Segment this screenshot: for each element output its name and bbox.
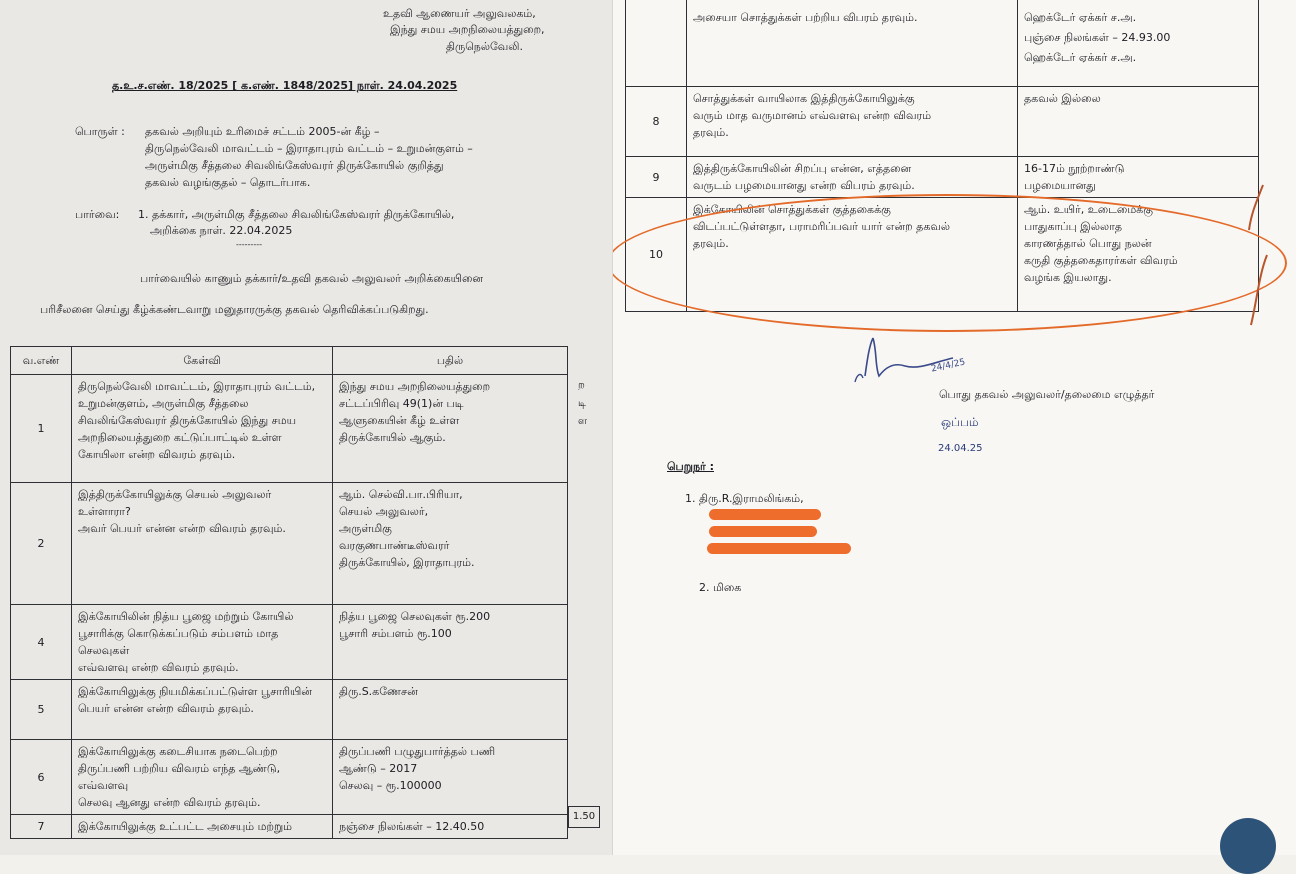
intro-line-1: பார்வையில் காணும் தக்கார்/உதவி தகவல் அலுவலர் அறிக்கையினை xyxy=(140,272,484,285)
row-question: இக்கோயிலுக்கு கடைசியாக நடைபெற்ற திருப்பணி பற்றிய விவரம் எந்த ஆண்டு, எவ்வளவு செலவு ஆனது என்ற விவரம் தரவும். xyxy=(72,740,333,815)
recipients-label: பெறுநர் : xyxy=(667,460,714,473)
rti-answer-table xyxy=(10,346,568,839)
officer-designation: பொது தகவல் அலுவலர்/தலைமை எழுத்தர் xyxy=(939,388,1155,401)
row-number: 4 xyxy=(11,605,72,680)
left-page xyxy=(0,0,612,855)
row-question: சொத்துக்கள் வாயிலாக இத்திருக்கோயிலுக்கு வரும் மாத வருமானம் எவ்வளவு என்ற விவரம் தரவும். xyxy=(687,87,1018,157)
row-number: 6 xyxy=(11,740,72,815)
table-row xyxy=(11,605,568,680)
row-number: 1 xyxy=(11,375,72,483)
reference-line-2: அறிக்கை நாள். 22.04.2025 xyxy=(150,224,293,237)
row-question: திருநெல்வேலி மாவட்டம், இராதாபுரம் வட்டம், உறுமன்குளம், அருள்மிகு சீத்தலை சிவலிங்கேஸ்வரர் திருக்கோயில் இந்து சமய அறநிலையத்துறை கட்டுப்பாட்டில் உள்ள கோயிலா என்ற விவரம் தரவும். xyxy=(72,375,333,483)
header-answer: பதில் xyxy=(333,347,568,375)
reference-label: பார்வை: xyxy=(75,208,120,221)
right-page xyxy=(612,0,1296,855)
row-number: 8 xyxy=(626,87,687,157)
initials-date: 24.04.25 xyxy=(938,443,983,454)
highlight-ellipse xyxy=(612,194,1287,332)
row-number: 2 xyxy=(11,483,72,605)
subject-line-4: தகவல் வழங்குதல் – தொடர்பாக. xyxy=(145,176,311,189)
table-row xyxy=(626,157,1259,198)
row-number xyxy=(626,0,687,87)
cut-mark: ள xyxy=(578,416,588,427)
recipient-2: 2. மிகை xyxy=(699,581,742,594)
row-answer: நஞ்சை நிலங்கள் – 12.40.50 xyxy=(333,815,568,839)
initials: ஒப்பம் xyxy=(941,415,979,429)
redaction-mark xyxy=(707,543,851,554)
header-serial: வ.எண் xyxy=(11,347,72,375)
adjacent-page-edge xyxy=(566,346,598,746)
row-number: 5 xyxy=(11,680,72,740)
cut-bottom-value: 1.50 xyxy=(568,806,600,828)
table-row xyxy=(11,740,568,815)
row-answer: திரு.S.கணேசன் xyxy=(333,680,568,740)
row-number: 7 xyxy=(11,815,72,839)
table-row xyxy=(626,87,1259,157)
subject-label: பொருள் : xyxy=(75,125,125,138)
floating-action-button[interactable] xyxy=(1220,818,1276,874)
row-answer: திருப்பணி பழுதுபார்த்தல் பணி ஆண்டு – 2017 செலவு – ரூ.100000 xyxy=(333,740,568,815)
row-question: இக்கோயிலின் சொத்துக்கள் குத்தகைக்கு விடப்பட்டுள்ளதா, பராமரிப்பவர் யார் என்ற தகவல் தரவும். xyxy=(687,198,1018,312)
office-line-2: இந்து சமய அறநிலையத்துறை, xyxy=(390,23,545,36)
row-answer: இந்து சமய அறநிலையத்துறை சட்டப்பிரிவு 49(1)ன் படி ஆளுகையின் கீழ் உள்ள திருக்கோயில் ஆகும். xyxy=(333,375,568,483)
dash-divider: --------- xyxy=(236,240,262,249)
row-question: இக்கோயிலுக்கு நியமிக்கப்பட்டுள்ள பூசாரியின் பெயர் என்ன என்ற விவரம் தரவும். xyxy=(72,680,333,740)
row-question: இக்கோயிலின் நித்ய பூஜை மற்றும் கோயில் பூசாரிக்கு கொடுக்கப்படும் சம்பளம் மாத செலவுகள் எவ்வளவு என்ற விவரம் தரவும். xyxy=(72,605,333,680)
redaction-mark xyxy=(709,526,817,537)
row-question: இத்திருக்கோயிலின் சிறப்பு என்ன, எத்தனை வருடம் பழமையானது என்ற விபரம் தரவும். xyxy=(687,157,1018,198)
redaction-mark xyxy=(709,509,821,520)
subject-line-1: தகவல் அறியும் உரிமைச் சட்டம் 2005-ன் கீழ் – xyxy=(145,125,380,138)
table-row xyxy=(11,483,568,605)
cut-mark: டி xyxy=(578,398,586,409)
header-question: கேள்வி xyxy=(72,347,333,375)
row-question: அசையா சொத்துக்கள் பற்றிய விபரம் தரவும். xyxy=(687,0,1018,87)
reference-number: த.உ.ச.எண். 18/2025 [ க.எண். 1848/2025] நாள். 24.04.2025 xyxy=(112,79,458,92)
cut-mark: ற xyxy=(578,380,585,391)
row-answer: ஆம். செல்வி.பா.பிரியா, செயல் அலுவலர், அருள்மிகு வரகுணபாண்டீஸ்வரர் திருக்கோயில், இராதாபுரம். xyxy=(333,483,568,605)
recipient-1: 1. திரு.R.இராமலிங்கம், xyxy=(685,492,804,505)
office-line-1: உதவி ஆணையர் அலுவலகம், xyxy=(383,7,536,20)
row-answer: ஆம். உயிர், உடைமைக்கு பாதுகாப்பு இல்லாத காரணத்தால் பொது நலன் கருதி குத்தகைதாரர்கள் விவரம் வழங்க இயலாது. xyxy=(1018,198,1259,312)
intro-line-2: பரிசீலனை செய்து கீழ்க்கண்டவாறு மனுதாரருக்கு தகவல் தெரிவிக்கப்படுகிறது. xyxy=(40,303,429,316)
table-row xyxy=(626,0,1259,87)
row-question: இக்கோயிலுக்கு உட்பட்ட அசையும் மற்றும் xyxy=(72,815,333,839)
pen-mark xyxy=(1233,175,1273,345)
row-answer: தகவல் இல்லை xyxy=(1018,87,1259,157)
office-line-3: திருநெல்வேலி. xyxy=(446,40,523,53)
table-header-row xyxy=(11,347,568,375)
table-row xyxy=(11,680,568,740)
subject-line-2: திருநெல்வேலி மாவட்டம் – இராதாபுரம் வட்டம் – உறுமன்குளம் – xyxy=(145,142,473,155)
row-number: 10 xyxy=(626,198,687,312)
table-row xyxy=(11,375,568,483)
signature-date: 24/4/25 xyxy=(930,357,967,375)
row-answer: 16-17ம் நூற்றாண்டு பழமையானது xyxy=(1018,157,1259,198)
row-answer: ஹெக்டேர் ஏக்கர் ச.அ. புஞ்சை நிலங்கள் – 24.93.00 ஹெக்டேர் ஏக்கர் ச.அ. xyxy=(1018,0,1259,87)
row-question: இத்திருக்கோயிலுக்கு செயல் அலுவலர் உள்ளாரா? அவர் பெயர் என்ன என்ற விவரம் தரவும். xyxy=(72,483,333,605)
subject-line-3: அருள்மிகு சீத்தலை சிவலிங்கேஸ்வரர் திருக்கோயில் குறித்து xyxy=(145,159,444,172)
table-row xyxy=(11,815,568,839)
row-number: 9 xyxy=(626,157,687,198)
reference-line-1: 1. தக்கார், அருள்மிகு சீத்தலை சிவலிங்கேஸ்வரர் திருக்கோயில், xyxy=(138,208,455,221)
row-answer: நித்ய பூஜை செலவுகள் ரூ.200 பூசாரி சம்பளம் ரூ.100 xyxy=(333,605,568,680)
